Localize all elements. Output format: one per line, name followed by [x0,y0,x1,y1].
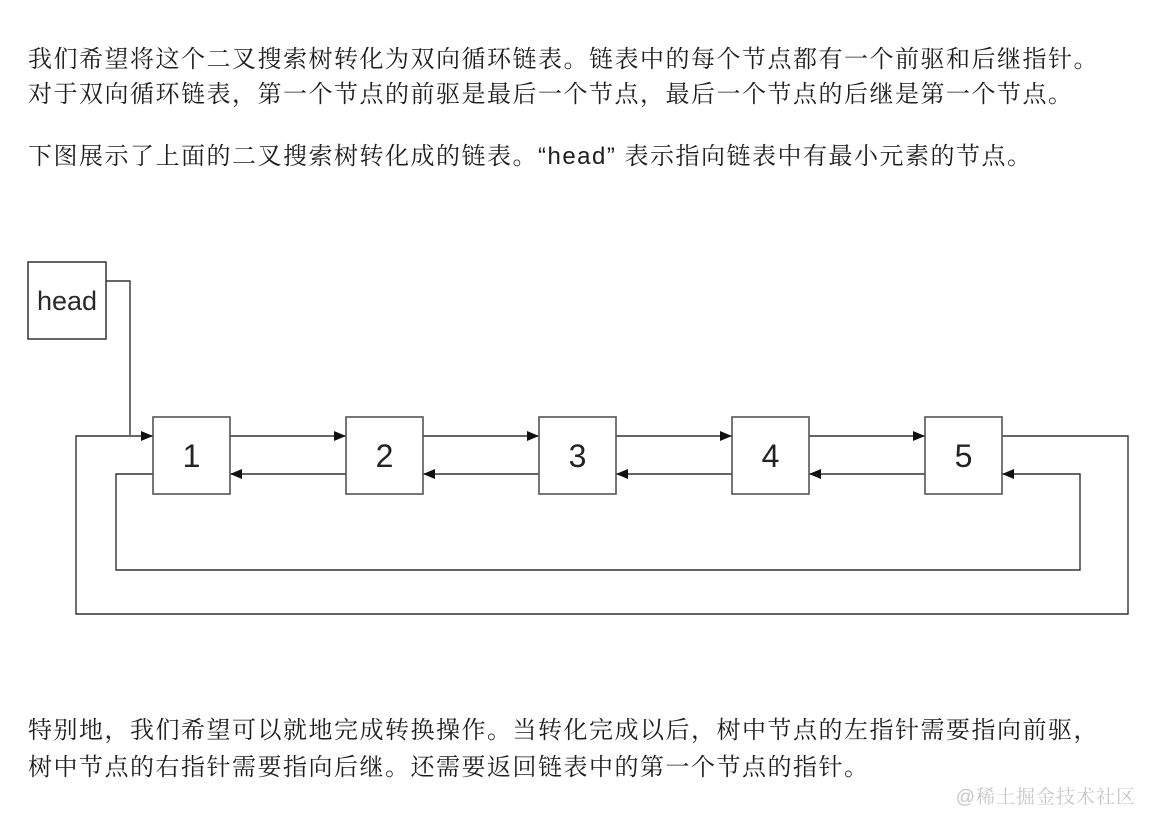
node-label-5: 5 [954,438,973,474]
outro-paragraph [28,712,1099,786]
list-node-1 [153,417,230,494]
head-pointer-line [106,281,130,435]
node-label-2: 2 [375,438,394,474]
list-node-3 [539,417,616,494]
outro-line-2: 树中节点的右指针需要指向后继。还需要返回链表中的第一个节点的指针。 [28,754,870,781]
outro-line-1: 特别地，我们希望可以就地完成转换操作。当转化完成以后，树中节点的左指针需要指向前驱， [28,717,1099,744]
node-label-3: 3 [568,438,587,474]
node-label-4: 4 [761,438,780,474]
watermark: @稀土掘金技术社区 [955,787,1136,808]
list-node-2 [346,417,423,494]
head-node [28,262,106,339]
list-node-4 [732,417,809,494]
intro-line-2: 对于双向循环链表，第一个节点的前驱是最后一个节点，最后一个节点的后继是第一个节点。 [28,81,1074,108]
head-label: head [36,286,98,316]
caption-line-1: 下图展示了上面的二叉搜索树转化成的链表。“head” 表示指向链表中有最小元素的节点。 [28,143,1033,170]
list-node-5 [925,417,1002,494]
node-label-1: 1 [182,438,201,474]
intro-line-1: 我们希望将这个二叉搜索树转化为双向循环链表。链表中的每个节点都有一个前驱和后继指针。 [28,46,1099,73]
